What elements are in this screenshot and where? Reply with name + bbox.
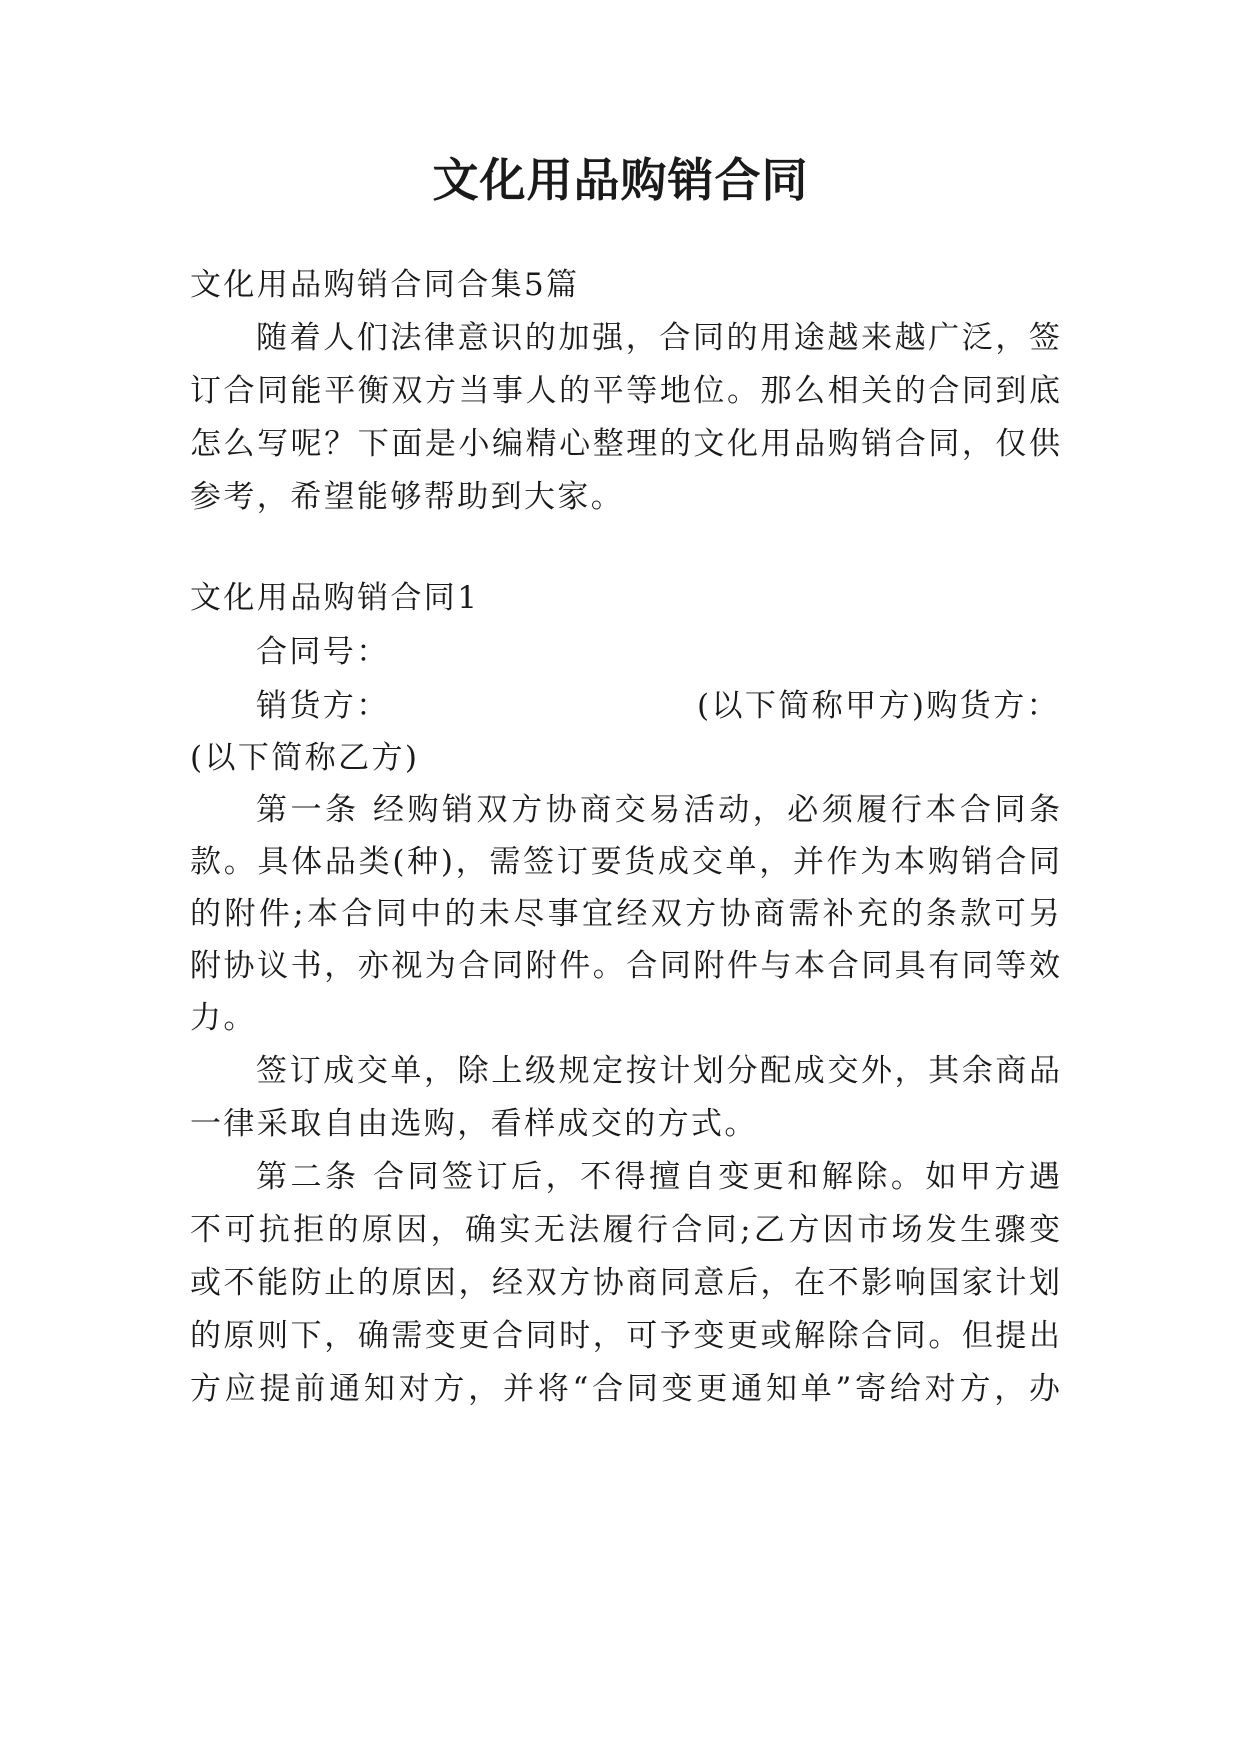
parties-line: [256, 686, 1060, 726]
buyer-note: (以下简称乙方): [190, 740, 420, 776]
paragraph-line: 或不能防止的原因，经双方协商同意后，在不影响国家计划: [190, 1265, 1060, 1301]
paragraph-line: 的原则下，确需变更合同时，可予变更或解除合同。但提出: [190, 1318, 1060, 1354]
paragraph-line: 力。: [190, 1000, 257, 1036]
seller-label: 销货方：: [256, 688, 390, 724]
paragraph-line: 订合同能平衡双方当事人的平等地位。那么相关的合同到底: [190, 373, 1060, 409]
paragraph-line: 参考，希望能够帮助到大家。: [190, 479, 625, 515]
paragraph-line: 签订成交单，除上级规定按计划分配成交外，其余商品: [256, 1053, 1060, 1089]
paragraph-line: 的附件;本合同中的未尽事宜经双方协商需补充的条款可另: [190, 896, 1060, 932]
paragraph-line: 怎么写呢？下面是小编精心整理的文化用品购销合同，仅供: [190, 426, 1060, 462]
contract-number-label: 合同号：: [256, 634, 390, 670]
paragraph-line: 一律采取自由选购，看样成交的方式。: [190, 1106, 758, 1142]
doc-subtitle: 文化用品购销合同合集5篇: [190, 267, 580, 303]
paragraph-line: 随着人们法律意识的加强，合同的用途越来越广泛，签: [256, 320, 1060, 356]
seller-note-buyer-label: (以下简称甲方)购货方：: [697, 688, 1060, 724]
paragraph-line: 款。具体品类(种)，需签订要货成交单，并作为本购销合同: [190, 844, 1060, 880]
section-heading: 文化用品购销合同1: [190, 580, 480, 616]
paragraph-line: 方应提前通知对方，并将“合同变更通知单”寄给对方，办: [190, 1371, 1060, 1407]
paragraph-line: 第一条 经购销双方协商交易活动，必须履行本合同条: [256, 792, 1060, 828]
paragraph-line: 附协议书，亦视为合同附件。合同附件与本合同具有同等效: [190, 948, 1060, 984]
paragraph-line: 第二条 合同签订后，不得擅自变更和解除。如甲方遇: [256, 1159, 1060, 1195]
paragraph-line: 不可抗拒的原因，确实无法履行合同;乙方因市场发生骤变: [190, 1212, 1060, 1248]
document-title: 文化用品购销合同: [432, 153, 809, 207]
